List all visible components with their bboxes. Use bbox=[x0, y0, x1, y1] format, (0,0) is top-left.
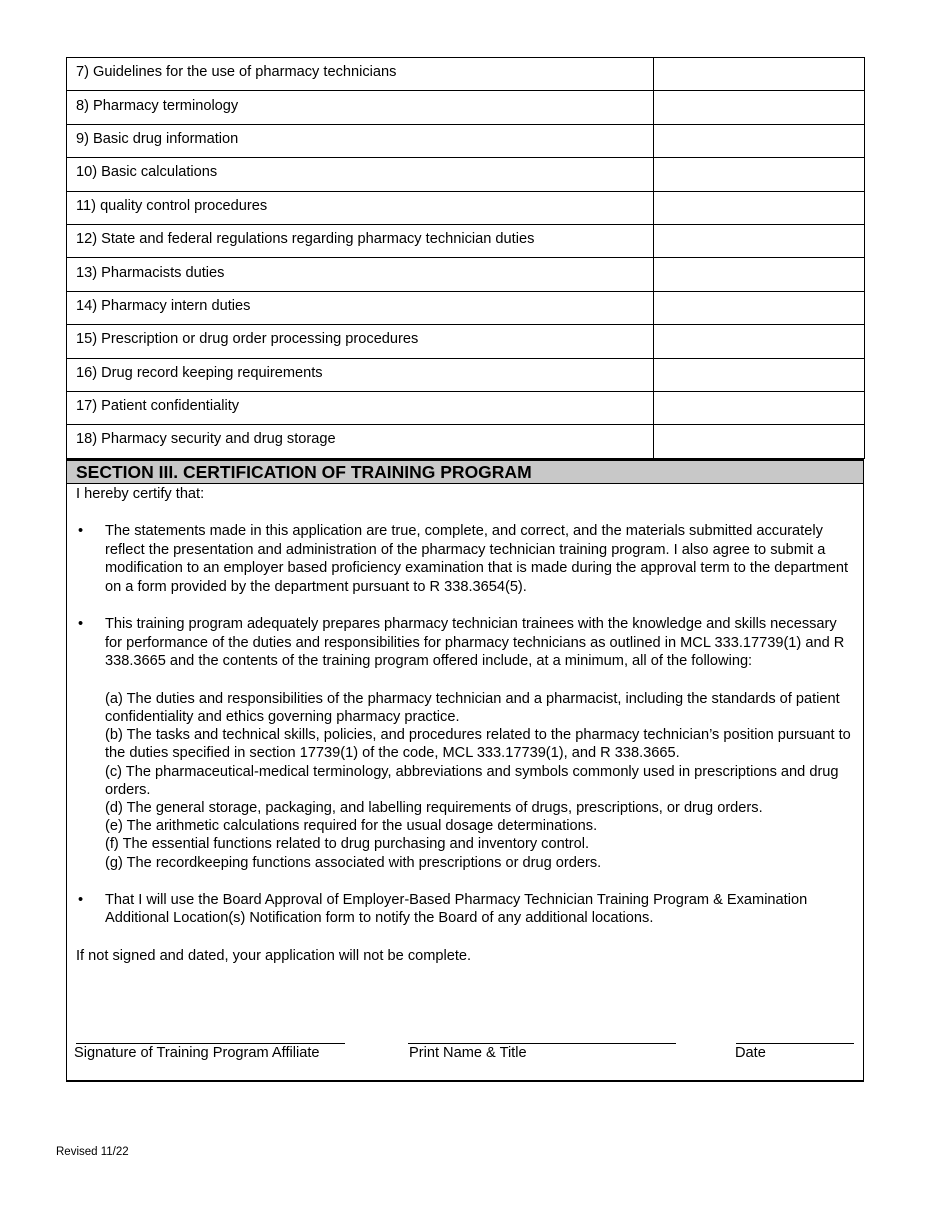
table-row bbox=[67, 291, 865, 324]
sub-item-f: (f) The essential functions related to drug purchasing and inventory control. bbox=[105, 836, 590, 853]
table-row bbox=[67, 425, 865, 458]
sub-item-b: (b) The tasks and technical skills, policies, and procedures related to the pharmacy technician’s position pursuant to the duties specified in section 17739(1) of the code, MCL 333.17739(1), and R 338.3665. bbox=[105, 727, 851, 762]
bullet-icon: • bbox=[78, 523, 84, 540]
item-label: 15) Prescription or drug order processing procedures bbox=[76, 331, 419, 348]
table-row bbox=[67, 258, 865, 291]
signature-line[interactable] bbox=[76, 1043, 345, 1044]
item-entry-cell[interactable] bbox=[654, 358, 865, 391]
item-entry-cell[interactable] bbox=[654, 325, 865, 358]
table-row bbox=[67, 158, 865, 191]
sub-item-g: (g) The recordkeeping functions associated with prescriptions or drug orders. bbox=[105, 854, 602, 871]
bullet-text: This training program adequately prepares pharmacy technician trainees with the knowledge and skills necessary for performance of the duties and responsibilities for pharmacy technicians as outlined in MCL 333.17739(1) and R 338.3665 and the contents of the training program offered include, at a minimum, all of the following: bbox=[105, 616, 845, 670]
sub-item-e: (e) The arithmetic calculations required for the usual dosage determinations. bbox=[105, 818, 598, 835]
sub-items bbox=[105, 690, 857, 872]
item-entry-cell[interactable] bbox=[654, 58, 865, 91]
item-entry-cell[interactable] bbox=[654, 191, 865, 224]
item-entry-cell[interactable] bbox=[654, 224, 865, 257]
list-item bbox=[76, 891, 857, 928]
bullet-icon: • bbox=[78, 891, 84, 908]
table-row bbox=[67, 191, 865, 224]
revision-note: Revised 11/22 bbox=[56, 1146, 129, 1158]
item-label: 12) State and federal regulations regarding pharmacy technician duties bbox=[76, 231, 535, 248]
bullet-icon: • bbox=[78, 616, 84, 633]
item-entry-cell[interactable] bbox=[654, 124, 865, 157]
date-label: Date bbox=[735, 1044, 766, 1061]
item-entry-cell[interactable] bbox=[654, 291, 865, 324]
bullet-text: That I will use the Board Approval of Employer-Based Pharmacy Technician Training Program & Examination Additional Location(s) Notification form to notify the Board of any additional locations. bbox=[105, 891, 808, 927]
item-entry-cell[interactable] bbox=[654, 91, 865, 124]
signature-label: Signature of Training Program Affiliate bbox=[74, 1044, 320, 1061]
sub-item-a: (a) The duties and responsibilities of the pharmacy technician and a pharmacist, including the standards of patient confidentiality and ethics governing pharmacy practice. bbox=[105, 690, 840, 725]
list-item bbox=[76, 522, 857, 596]
item-label: 17) Patient confidentiality bbox=[76, 398, 240, 415]
item-label: 9) Basic drug information bbox=[76, 130, 239, 147]
table-row bbox=[67, 224, 865, 257]
date-line[interactable] bbox=[736, 1043, 854, 1044]
item-label: 8) Pharmacy terminology bbox=[76, 97, 239, 114]
section-iii-certification bbox=[66, 459, 864, 1082]
certify-intro: I hereby certify that: bbox=[76, 485, 205, 502]
list-item bbox=[76, 615, 857, 872]
sub-item-d: (d) The general storage, packaging, and labelling requirements of drugs, prescriptions, or drug orders. bbox=[105, 799, 763, 816]
table-row bbox=[67, 91, 865, 124]
table-row bbox=[67, 58, 865, 91]
item-label: 16) Drug record keeping requirements bbox=[76, 364, 323, 381]
item-label: 13) Pharmacists duties bbox=[76, 264, 225, 281]
form-sheet bbox=[66, 57, 864, 1082]
certification-body bbox=[67, 485, 863, 966]
item-entry-cell[interactable] bbox=[654, 391, 865, 424]
bullet-text: The statements made in this application are true, complete, and correct, and the materials submitted accurately reflect the presentation and administration of the pharmacy technician training program. I also agree to submit a modification to an employer based proficiency examination that is made during the approval term to the department on a form provided by the department pursuant to R 338.3654(5). bbox=[105, 523, 849, 595]
item-label: 11) quality control procedures bbox=[76, 197, 268, 214]
section-title: SECTION III. CERTIFICATION OF TRAINING PROGRAM bbox=[67, 461, 863, 484]
item-label: 18) Pharmacy security and drug storage bbox=[76, 431, 336, 448]
table-row bbox=[67, 391, 865, 424]
sub-item-c: (c) The pharmaceutical-medical terminology, abbreviations and symbols commonly used in prescriptions and drug orders. bbox=[105, 763, 839, 798]
item-entry-cell[interactable] bbox=[654, 425, 865, 458]
training-items-table bbox=[66, 57, 865, 459]
item-label: 10) Basic calculations bbox=[76, 164, 218, 181]
item-entry-cell[interactable] bbox=[654, 258, 865, 291]
print-name-line[interactable] bbox=[408, 1043, 676, 1044]
table-row bbox=[67, 358, 865, 391]
completion-notice: If not signed and dated, your application will not be complete. bbox=[76, 947, 472, 964]
item-entry-cell[interactable] bbox=[654, 158, 865, 191]
print-name-label: Print Name & Title bbox=[409, 1044, 527, 1061]
certification-bullets bbox=[76, 522, 857, 928]
item-label: 7) Guidelines for the use of pharmacy technicians bbox=[76, 64, 397, 81]
item-label: 14) Pharmacy intern duties bbox=[76, 297, 251, 314]
table-row bbox=[67, 124, 865, 157]
table-row bbox=[67, 325, 865, 358]
